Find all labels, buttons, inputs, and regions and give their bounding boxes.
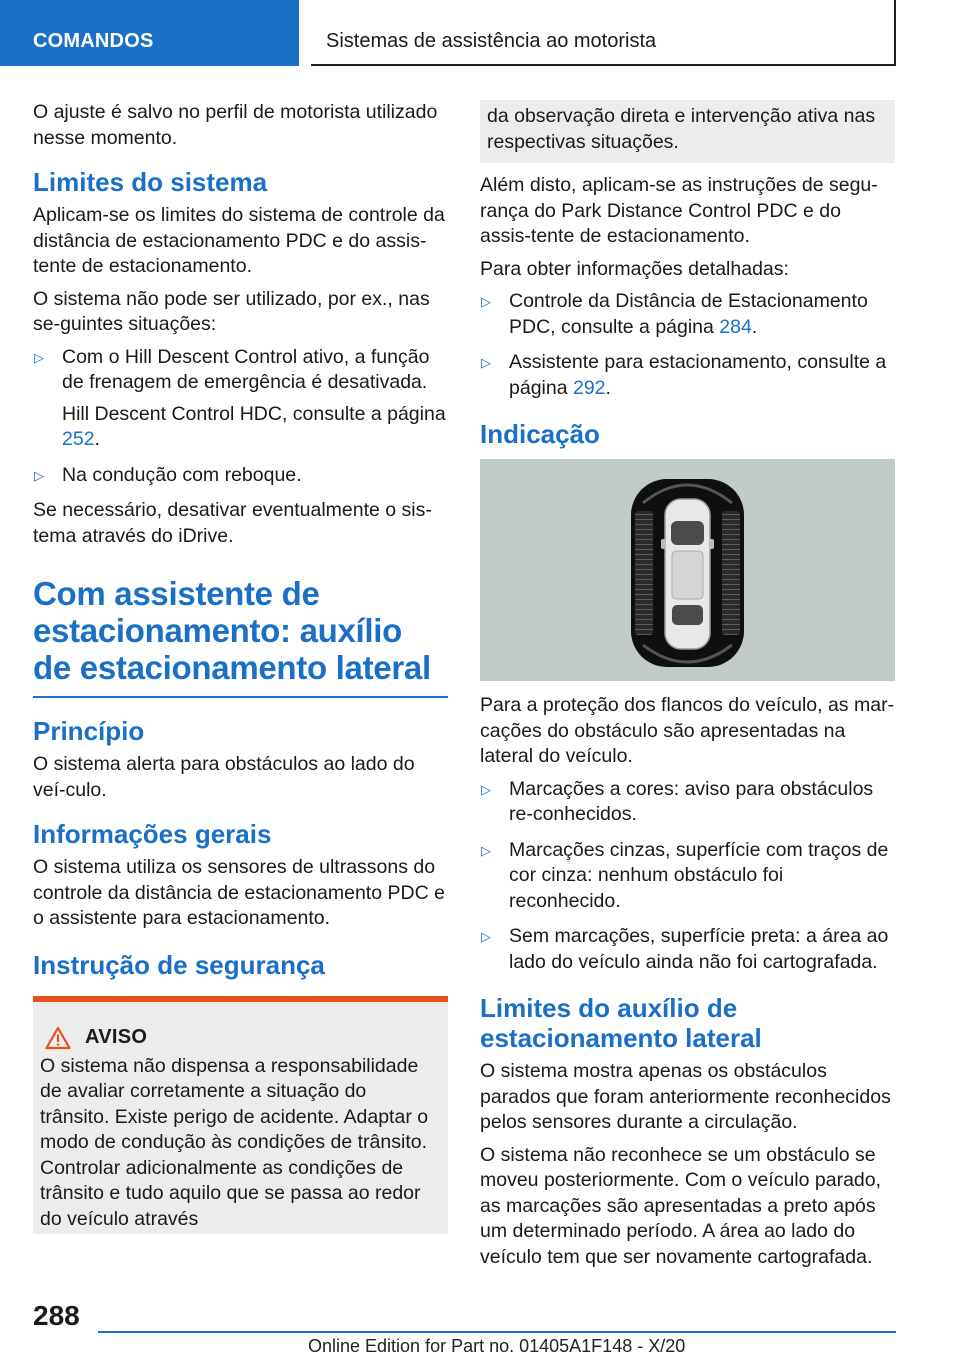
bullet-text: Sem marcações, superfície preta: a área ao lado do veículo ainda não foi cartografada.: [509, 925, 889, 973]
warning-label: AVISO: [85, 1026, 148, 1048]
list-item: ▷ Assistente para estacionamento, consulte a página 292.: [481, 351, 887, 399]
bullet-triangle-icon: ▷: [34, 467, 44, 483]
left-column: [33, 100, 448, 1234]
heading-divider: [33, 696, 448, 698]
section-tab: [0, 0, 299, 66]
reference-text: Assistente para estacionamento, consulte a página: [509, 351, 887, 399]
bullet-text: Com o Hill Descent Control ativo, a função de frenagem de emergência é desativada.: [62, 345, 430, 393]
indication-heading: Indicação: [480, 419, 600, 449]
page-number: 288: [33, 1300, 80, 1331]
parking-display-illustration: [480, 459, 895, 681]
bullet-text: Marcações a cores: aviso para obstáculos re-conhecidos.: [509, 777, 874, 825]
intro-paragraph: O ajuste é salvo no perfil de motorista utilizado nesse momento.: [33, 101, 438, 149]
limits-paragraph-2: O sistema não pode ser utilizado, por ex., nas se-guintes situações:: [33, 287, 430, 335]
warning-box-continued: [480, 100, 895, 163]
bullet-triangle-icon: ▷: [481, 929, 491, 944]
warning-text-continued: da observação direta e intervenção ativa nas respectivas situações.: [487, 105, 876, 153]
marking-list: [480, 777, 895, 976]
footer-edition: Online Edition for Part no. 01405A1F148 - X/20: [308, 1336, 686, 1356]
right-column: [480, 100, 895, 1277]
page-link-292[interactable]: 292: [572, 376, 606, 399]
principle-heading: Princípio: [33, 716, 145, 746]
main-heading: Com assistente de estacionamento: auxílio de estacionamento lateral: [33, 575, 431, 686]
warning-header: [40, 1026, 440, 1050]
page-link-252[interactable]: 252: [62, 428, 95, 450]
list-item: [33, 463, 448, 489]
list-item: [480, 838, 895, 915]
section-label: COMANDOS: [33, 30, 154, 52]
warning-triangle-icon: [45, 1026, 71, 1050]
aux-limits-heading: Limites do auxílio de estacionamento lateral: [480, 993, 762, 1053]
bullet-triangle-icon: ▷: [481, 842, 491, 858]
bullet-text: Na condução com reboque.: [62, 463, 302, 486]
list-item: ▷ Controle da Distância de Estacionamento PDC, consulte a página 284.: [481, 290, 868, 338]
warning-box: [33, 996, 448, 1235]
bullet-subtext: Hill Descent Control HDC, consulte a página 252.: [62, 402, 446, 450]
sub-reference: Hill Descent Control HDC, consulte a página: [62, 402, 446, 425]
general-paragraph: O sistema utiliza os sensores de ultrassons do controle da distância de estacionamento PDC e o assistente para estacionamento.: [33, 856, 445, 929]
principle-paragraph: O sistema alerta para obstáculos ao lado do veí-culo.: [33, 753, 415, 801]
page-link-284[interactable]: 284: [719, 315, 752, 338]
limits-list: [33, 345, 448, 489]
chapter-tab: [311, 0, 896, 66]
general-heading: Informações gerais: [33, 819, 272, 849]
bullet-text: Marcações cinzas, superfície com traços de cor cinza: nenhum obstáculo foi reconhecido.: [509, 838, 889, 912]
warning-text: O sistema não dispensa a responsabilidade de avaliar corretamente a situação do trânsito. Existe perigo de acidente. Adaptar o modo de condução às condições de trânsito. Controlar adicionalmente as condições de trânsito e tudo aquilo que se passa ao redor do veículo através: [40, 1054, 429, 1230]
page-header: [0, 0, 960, 66]
limits-paragraph-3: Se necessário, desativar eventualmente o sis-tema através do iDrive.: [33, 499, 432, 547]
safety-heading: Instrução de segurança: [33, 949, 325, 980]
list-item: [33, 345, 448, 453]
aux-limits-paragraph-2: O sistema não reconhece se um obstáculo se moveu posteriormente. Com o veículo parado, as marcações são apresentadas a preto após um determinado período. A área ao lado do veículo tem que ser novamente cartografada.: [480, 1143, 882, 1268]
right-paragraph-2: Para obter informações detalhadas:: [480, 257, 789, 280]
bullet-triangle-icon: ▷: [34, 349, 44, 365]
bullet-triangle-icon: ▷: [481, 355, 491, 370]
aux-limits-paragraph-1: O sistema mostra apenas os obstáculos parados que foram anteriormente reconhecidos pelos sensores durante a circulação.: [480, 1060, 891, 1133]
reference-text: Controle da Distância de Estacionamento PDC, consulte a página: [509, 290, 868, 338]
list-item: [480, 924, 895, 975]
limits-paragraph-1: Aplicam-se os limites do sistema de controle da distância de estacionamento PDC e do assis-tente de estacionamento.: [33, 204, 445, 277]
chapter-label: Sistemas de assistência ao motorista: [326, 30, 657, 52]
right-paragraph-1: Além disto, aplicam-se as instruções de segu-rança do Park Distance Control PDC e do assis-tente de estacionamento.: [480, 174, 878, 247]
footer-divider: [98, 1331, 896, 1333]
parking-display-image: [480, 459, 895, 681]
bullet-triangle-icon: ▷: [481, 781, 491, 797]
bullet-triangle-icon: ▷: [481, 294, 491, 309]
figure-caption: Para a proteção dos flancos do veículo, as mar-cações do obstáculo são apresentadas na lateral do veículo.: [480, 694, 895, 767]
limits-heading: Limites do sistema: [33, 167, 268, 197]
list-item: [480, 777, 895, 828]
reference-list: [480, 289, 895, 401]
